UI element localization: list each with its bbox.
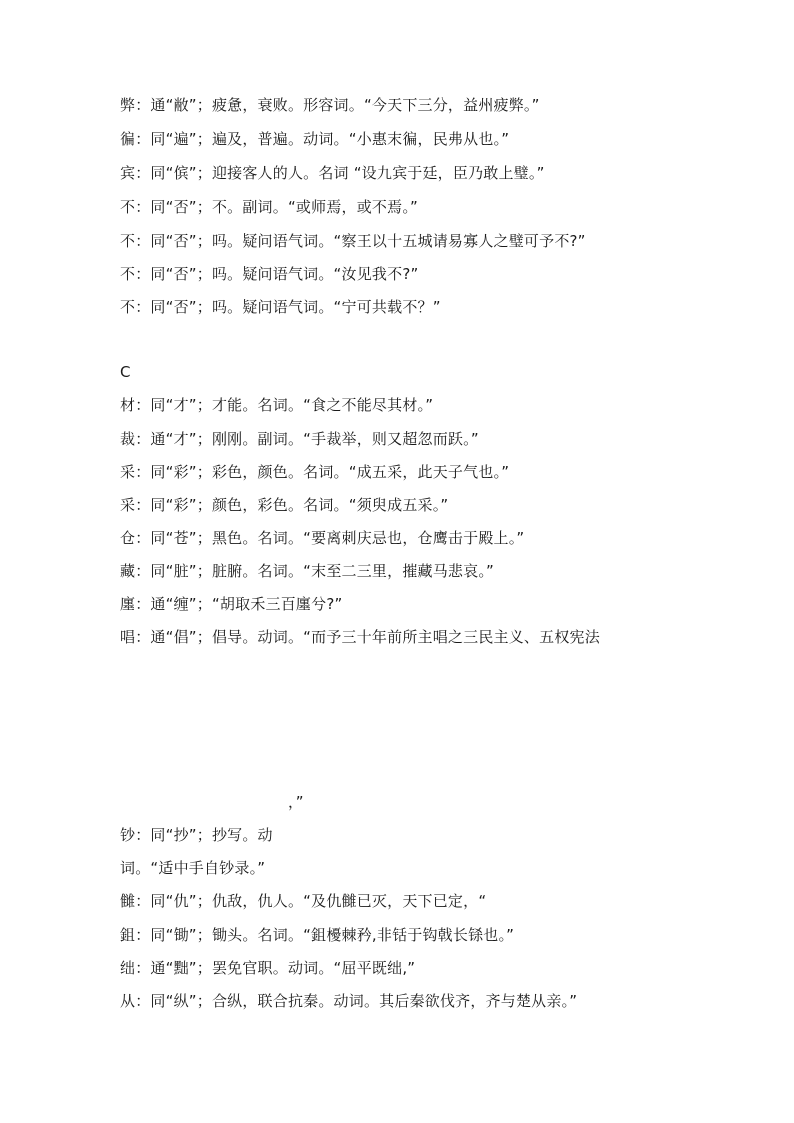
entry-line: 廛：通“缠”；“胡取禾三百廛兮?” (120, 595, 343, 613)
text-fragment: ，” (288, 793, 304, 811)
entry-line: 材：同“才”；才能。名词。“食之不能尽其材。” (120, 396, 434, 414)
entry-line: 徧：同“遍”；遍及，普遍。动词。“小惠末徧，民弗从也。” (120, 130, 510, 148)
entry-line: 仓：同“苍”；黑色。名词。“要离刺庆忌也，仓鹰击于殿上。” (120, 529, 525, 547)
entry-line: 不：同“否”；不。副词。“或师焉，或不焉。” (120, 198, 418, 216)
entry-line: 鉏：同“锄”；锄头。名词。“鉏櫌棘矜,非铦于钩戟长铩也。” (120, 926, 515, 944)
entry-line: 藏：同“脏”；脏腑。名词。“末至二三里，摧藏马悲哀。” (120, 562, 494, 580)
entry-line: 不：同“否”；吗。疑问语气词。“汝见我不?” (120, 265, 419, 283)
entry-line: 采：同“彩”；彩色，颜色。名词。“成五采，此天子气也。” (120, 463, 510, 481)
entry-line: 钞：同“抄”；抄写。动 (120, 826, 273, 844)
entry-line: 雠：同“仇”；仇敌，仇人。“及仇雠已灭，天下已定，“ (120, 892, 487, 910)
entry-line: 采：同“彩”；颜色，彩色。名词。“须臾成五采。” (120, 496, 449, 514)
entry-line: 唱：通“倡”；倡导。动词。“而予三十年前所主唱之三民主义、五权宪法 (120, 628, 600, 646)
entry-line: 词。“适中手自钞录。” (120, 859, 266, 877)
entry-line: 不：同“否”；吗。疑问语气词。“察王以十五城请易寡人之璧可予不?” (120, 232, 586, 250)
entry-line: 从：同“纵”；合纵，联合抗秦。动词。其后秦欲伐齐，齐与楚从亲。” (120, 992, 578, 1010)
entry-line: 弊：通“敝”；疲惫，衰败。形容词。“今天下三分，益州疲弊。” (120, 96, 540, 114)
entry-line: 不：同“否”；吗。疑问语气词。“宁可共载不？” (120, 298, 441, 316)
entry-line: 绌：通“黜”；罢免官职。动词。“屈平既绌,” (120, 959, 416, 977)
section-heading: C (120, 363, 131, 381)
entry-line: 裁：通“才”；刚刚。副词。“手裁举，则又超忽而跃。” (120, 430, 479, 448)
entry-line: 宾：同“傧”；迎接客人的人。名词 “设九宾于廷，臣乃敢上璧。” (120, 164, 545, 182)
